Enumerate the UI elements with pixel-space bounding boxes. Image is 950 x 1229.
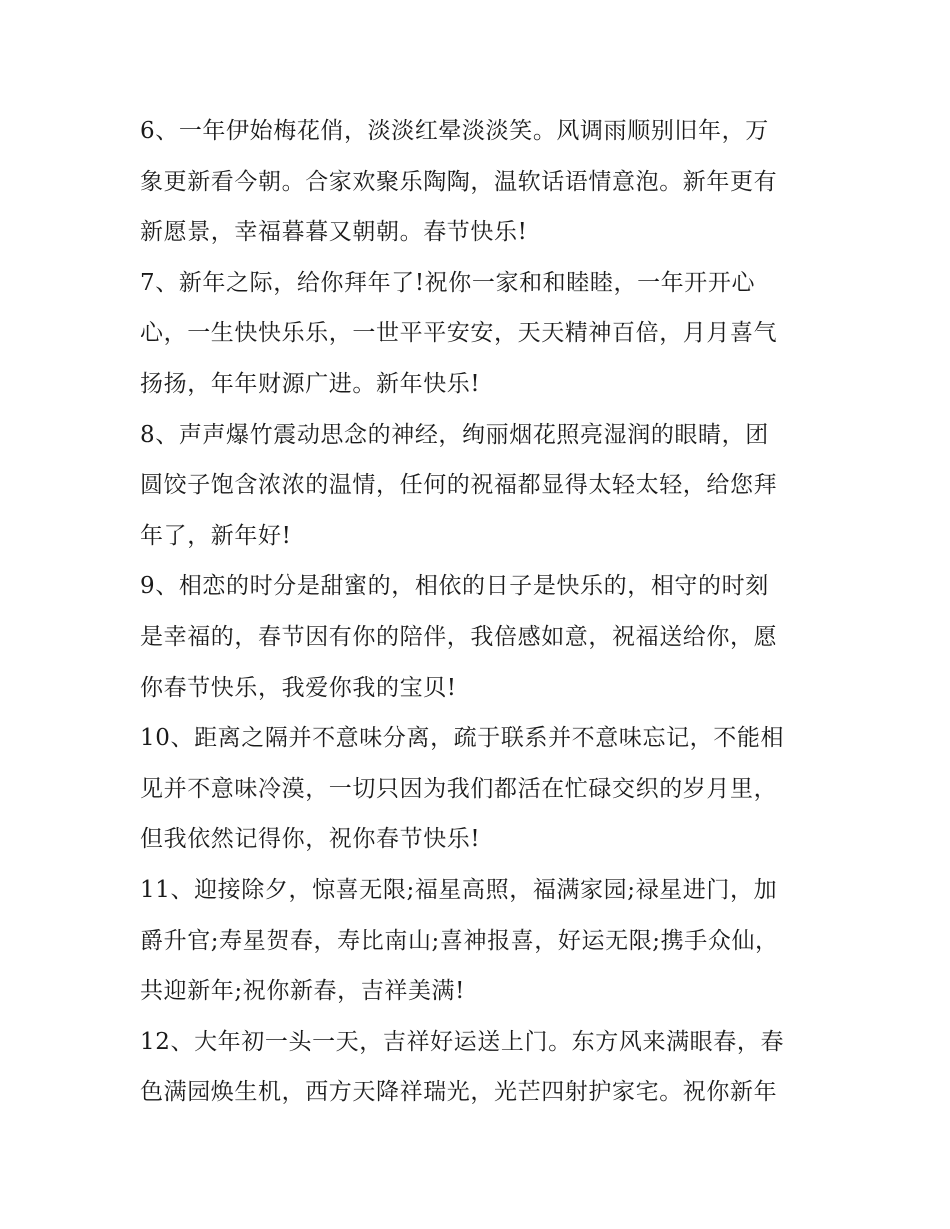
text-line: 见并不意味冷漠，一切只因为我们都活在忙碌交织的岁月里， xyxy=(140,775,778,802)
text-line: 12、大年初一头一天，吉祥好运送上门。东方风来满眼春，春 xyxy=(140,1028,785,1055)
text-line: 圆饺子饱含浓浓的温情，任何的祝福都显得太轻太轻，给您拜 xyxy=(140,472,778,499)
text-line: 共迎新年;祝你新春，吉祥美满! xyxy=(140,978,465,1005)
text-line: 你春节快乐，我爱你我的宝贝! xyxy=(140,674,457,701)
text-line: 8、声声爆竹震动思念的神经，绚丽烟花照亮湿润的眼睛，团 xyxy=(140,421,769,448)
text-line: 6、一年伊始梅花俏，淡淡红晕淡淡笑。风调雨顺别旧年，万 xyxy=(140,118,769,144)
text-line: 11、迎接除夕，惊喜无限;福星高照，福满家园;禄星进门，加 xyxy=(140,876,778,903)
text-line: 新愿景，幸福暮暮又朝朝。春节快乐! xyxy=(140,219,528,246)
text-line: 象更新看今朝。合家欢聚乐陶陶，温软话语情意泡。新年更有 xyxy=(140,168,778,195)
document-body xyxy=(140,106,820,1118)
text-line: 色满园焕生机，西方天降祥瑞光，光芒四射护家宅。祝你新年 xyxy=(140,1079,778,1106)
text-line: 9、相恋的时分是甜蜜的，相依的日子是快乐的，相守的时刻 xyxy=(140,573,769,600)
text-line: 是幸福的，春节因有你的陪伴，我倍感如意，祝福送给你，愿 xyxy=(140,623,778,650)
text-line: 10、距离之隔并不意味分离，疏于联系并不意味忘记，不能相 xyxy=(140,725,785,752)
text-line: 7、新年之际，给你拜年了!祝你一家和和睦睦，一年开开心 xyxy=(140,269,756,296)
text-line: 但我依然记得你，祝你春节快乐! xyxy=(140,826,481,853)
text-line: 心，一生快快乐乐，一世平平安安，天天精神百倍，月月喜气 xyxy=(140,320,778,347)
text-line: 年了，新年好! xyxy=(140,522,292,549)
text-line: 爵升官;寿星贺春，寿比南山;喜神报喜，好运无限;携手众仙， xyxy=(140,927,779,954)
text-line: 扬扬，年年财源广进。新年快乐! xyxy=(140,370,481,397)
